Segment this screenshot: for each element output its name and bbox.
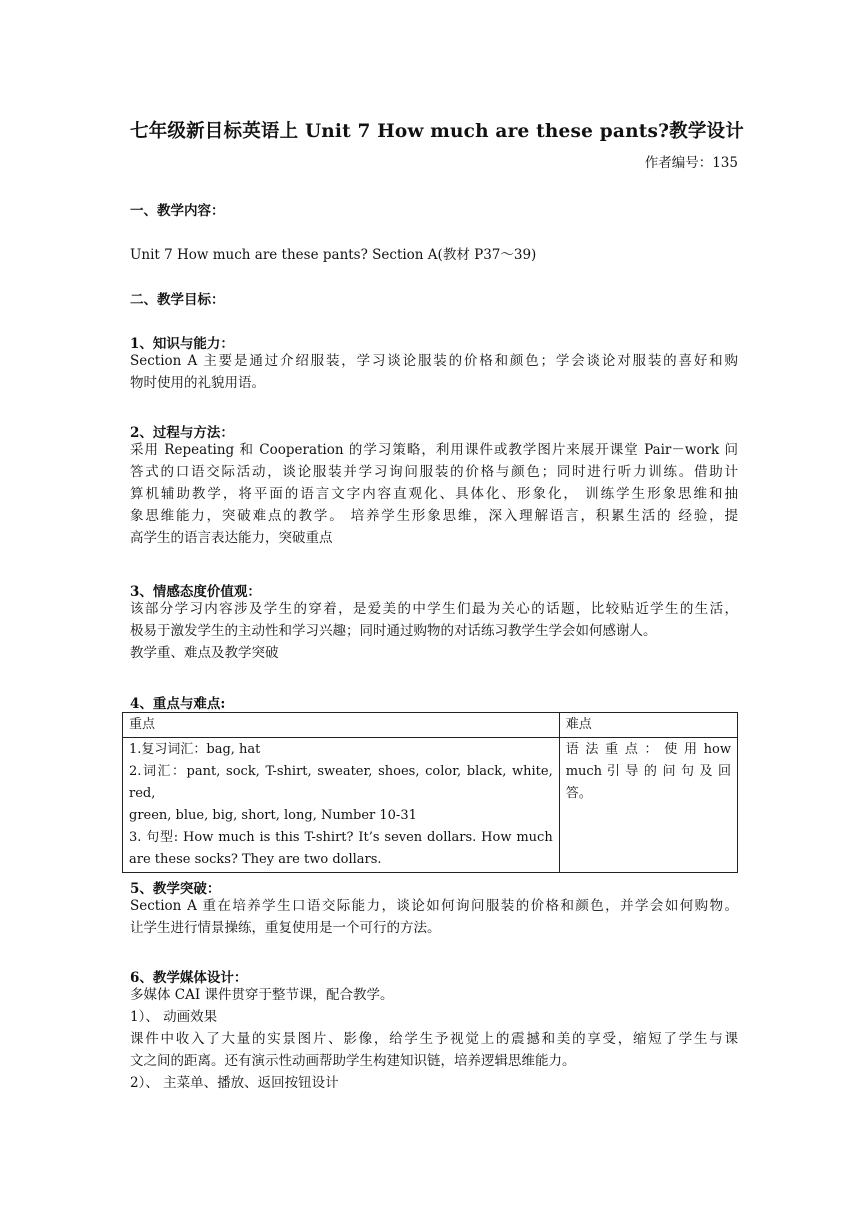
section-heading-goals: 二、教学目标： <box>130 292 225 308</box>
author-number: 作者编号：135 <box>644 155 738 171</box>
heading-breakthrough: 5、教学突破： <box>130 881 221 897</box>
process-paragraph <box>130 439 738 549</box>
table-header-difficult: 难点 <box>559 713 737 738</box>
paragraph-line: 采用 Repeating 和 Cooperation 的学习策略，利用课件或教学图片来展开课堂 Pair－work 问 <box>130 442 738 458</box>
key-points-cell <box>123 738 560 873</box>
paragraph-line: 让学生进行情景操练，重复使用是一个可行的方法。 <box>130 920 441 936</box>
paragraph-line: 1）、 动画效果 <box>130 1009 218 1025</box>
cell-line: 1.复习词汇：bag, hat <box>129 742 261 757</box>
paragraph-line: 算机辅助教学，将平面的语言文字内容直观化、具体化、形象化， 训练学生形象思维和抽 <box>130 486 738 502</box>
cell-line: are these socks? They are two dollars. <box>129 852 382 867</box>
paragraph-line: 课件中收入了大量的实景图片、影像，给学生予视觉上的震撼和美的享受，缩短了学生与课 <box>130 1031 738 1047</box>
paragraph-line: 2）、 主菜单、播放、返回按钮设计 <box>130 1075 339 1091</box>
document-title: 七年级新目标英语上 Unit 7 How much are these pants?教学设计 <box>130 121 744 142</box>
knowledge-paragraph <box>130 350 738 394</box>
paragraph-line: 象思维能力，突破难点的教学。 培养学生形象思维，深入理解语言，积累生活的 经验，提 <box>130 508 738 524</box>
paragraph-line: 该部分学习内容涉及学生的穿着，是爱美的中学生们最为关心的话题，比较贴近学生的生活， <box>130 601 738 617</box>
emotion-paragraph <box>130 598 738 664</box>
heading-media: 6、教学媒体设计： <box>130 970 248 986</box>
cell-line: 语 法 重 点 ： 使 用 how <box>565 742 731 757</box>
heading-knowledge: 1、知识与能力： <box>130 336 234 352</box>
paragraph-line: 答式的口语交际活动，谈论服装并学习询问服装的价格与颜色；同时进行听力训练。借助计 <box>130 464 738 480</box>
paragraph-line: 多媒体 CAI 课件贯穿于整节课，配合教学。 <box>130 987 394 1003</box>
paragraph-line: Section A 重在培养学生口语交际能力，谈论如何询问服装的价格和颜色，并学会如何购物。 <box>130 898 738 914</box>
heading-process: 2、过程与方法： <box>130 425 234 441</box>
cell-line: 3. 句型: How much is this T-shirt? It’s seven dollars. How much <box>129 830 553 845</box>
paragraph-line: 高学生的语言表达能力，突破重点 <box>130 530 333 546</box>
paragraph-line: Section A 主要是通过介绍服装，学习谈论服装的价格和颜色；学会谈论对服装的喜好和购 <box>130 353 738 369</box>
heading-emotion: 3、情感态度价值观： <box>130 584 261 600</box>
difficult-points-cell <box>559 738 737 873</box>
paragraph-line: 文之间的距离。还有演示性动画帮助学生构建知识链，培养逻辑思维能力。 <box>130 1053 576 1069</box>
key-difficult-table <box>122 712 738 873</box>
cell-line: 答。 <box>565 786 592 801</box>
heading-key-points: 4、重点与难点: <box>130 696 226 712</box>
cell-line: green, blue, big, short, long, Number 10-31 <box>129 808 417 823</box>
table-row <box>123 738 738 873</box>
content-text: Unit 7 How much are these pants? Section A(教材 P37～39) <box>130 247 537 263</box>
paragraph-line: 物时使用的礼貌用语。 <box>130 375 265 391</box>
table-header-row <box>123 713 738 738</box>
table-header-key: 重点 <box>123 713 560 738</box>
media-paragraph <box>130 984 738 1094</box>
cell-line: 2.词汇：pant, sock, T-shirt, sweater, shoes, color, black, white, red, <box>129 764 553 801</box>
section-heading-content: 一、教学内容： <box>130 203 225 219</box>
paragraph-line: 教学重、难点及教学突破 <box>130 645 279 661</box>
paragraph-line: 极易于激发学生的主动性和学习兴趣；同时通过购物的对话练习教学生学会如何感谢人。 <box>130 623 657 639</box>
breakthrough-paragraph <box>130 895 738 939</box>
cell-line: much 引 导 的 问 句 及 回 <box>565 764 731 779</box>
